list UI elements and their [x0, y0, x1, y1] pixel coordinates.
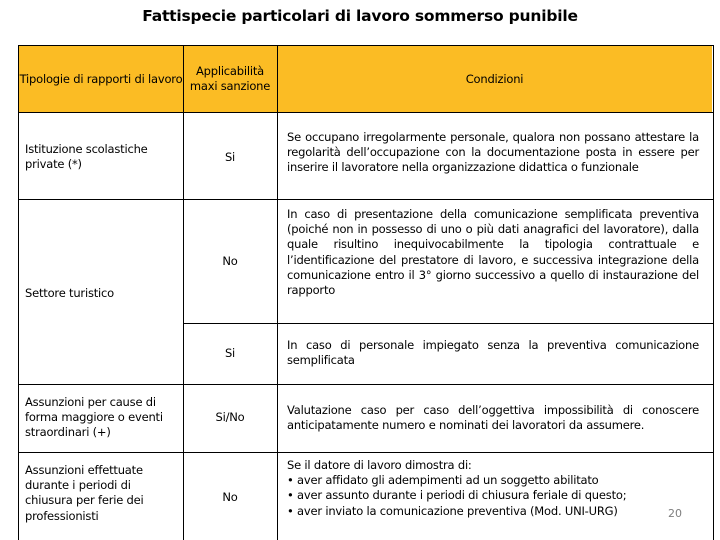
- table-cell-applicability: Si: [224, 346, 236, 360]
- table-cell-applicability: Si: [224, 150, 236, 164]
- condition-intro: Se il datore di lavoro dimostra di:: [287, 458, 472, 472]
- table-cell-condition: Valutazione caso per caso dell’oggettiva impossibilità di conoscere anticipatamente numero e nominati dei lavoratori da assumere.: [287, 403, 699, 433]
- row-divider: [19, 384, 713, 385]
- table-cell-condition: In caso di presentazione della comunicazione semplificata preventiva (poiché non in possesso di uno o più dati anagrafici del lavoratore), dalla quale risultino inequivocabilmente la tipologia contrattuale e l’identificazione del prestatore di lavoro, e successiva integrazione della comunicazione entro il 3° giorno successivo a quello di instaurazione del rapporto: [287, 207, 699, 298]
- table-cell-condition: Se occupano irregolarmente personale, qualora non possano attestare la regolarità dell’occupazione con la documentazione posta in essere per inserire il lavoratore nella organizzazione didattica o funzionale: [287, 130, 699, 175]
- header-applicability: Applicabilità maxi sanzione: [183, 46, 277, 112]
- row-divider: [19, 452, 713, 453]
- table-cell-type: Istituzione scolastiche private (*): [25, 142, 148, 172]
- table-cell-applicability: No: [222, 490, 238, 504]
- table-cell-applicability: Si/No: [215, 410, 245, 424]
- header-type: Tipologie di rapporti di lavoro: [19, 46, 183, 112]
- table-cell-type: Assunzioni effettuate durante i periodi di chiusura per ferie dei professionisti: [25, 463, 144, 523]
- header-conditions: Condizioni: [277, 46, 712, 112]
- condition-list: [287, 473, 699, 519]
- table-cell-condition: In caso di personale impiegato senza la preventiva comunicazione semplificata: [287, 338, 699, 368]
- table-cell-condition: [287, 458, 699, 519]
- list-item: • aver inviato la comunicazione preventiva (Mod. UNI-URG): [287, 503, 618, 518]
- table-cell-applicability: No: [222, 254, 238, 268]
- page-number: 20: [668, 507, 682, 520]
- column-divider: [183, 46, 184, 540]
- list-item: • aver assunto durante i periodi di chiusura feriale di questo;: [287, 488, 627, 503]
- list-item: • aver affidato gli adempimenti ad un soggetto abilitato: [287, 473, 599, 488]
- column-divider: [277, 46, 278, 540]
- row-divider: [183, 323, 713, 324]
- table-cell-type: Assunzioni per cause di forma maggiore o eventi straordinari (+): [25, 395, 163, 440]
- page-title: Fattispecie particolari di lavoro sommerso punibile: [142, 7, 578, 25]
- row-divider: [19, 199, 713, 200]
- table-cell-type: Settore turistico: [25, 286, 115, 300]
- row-divider: [19, 112, 713, 113]
